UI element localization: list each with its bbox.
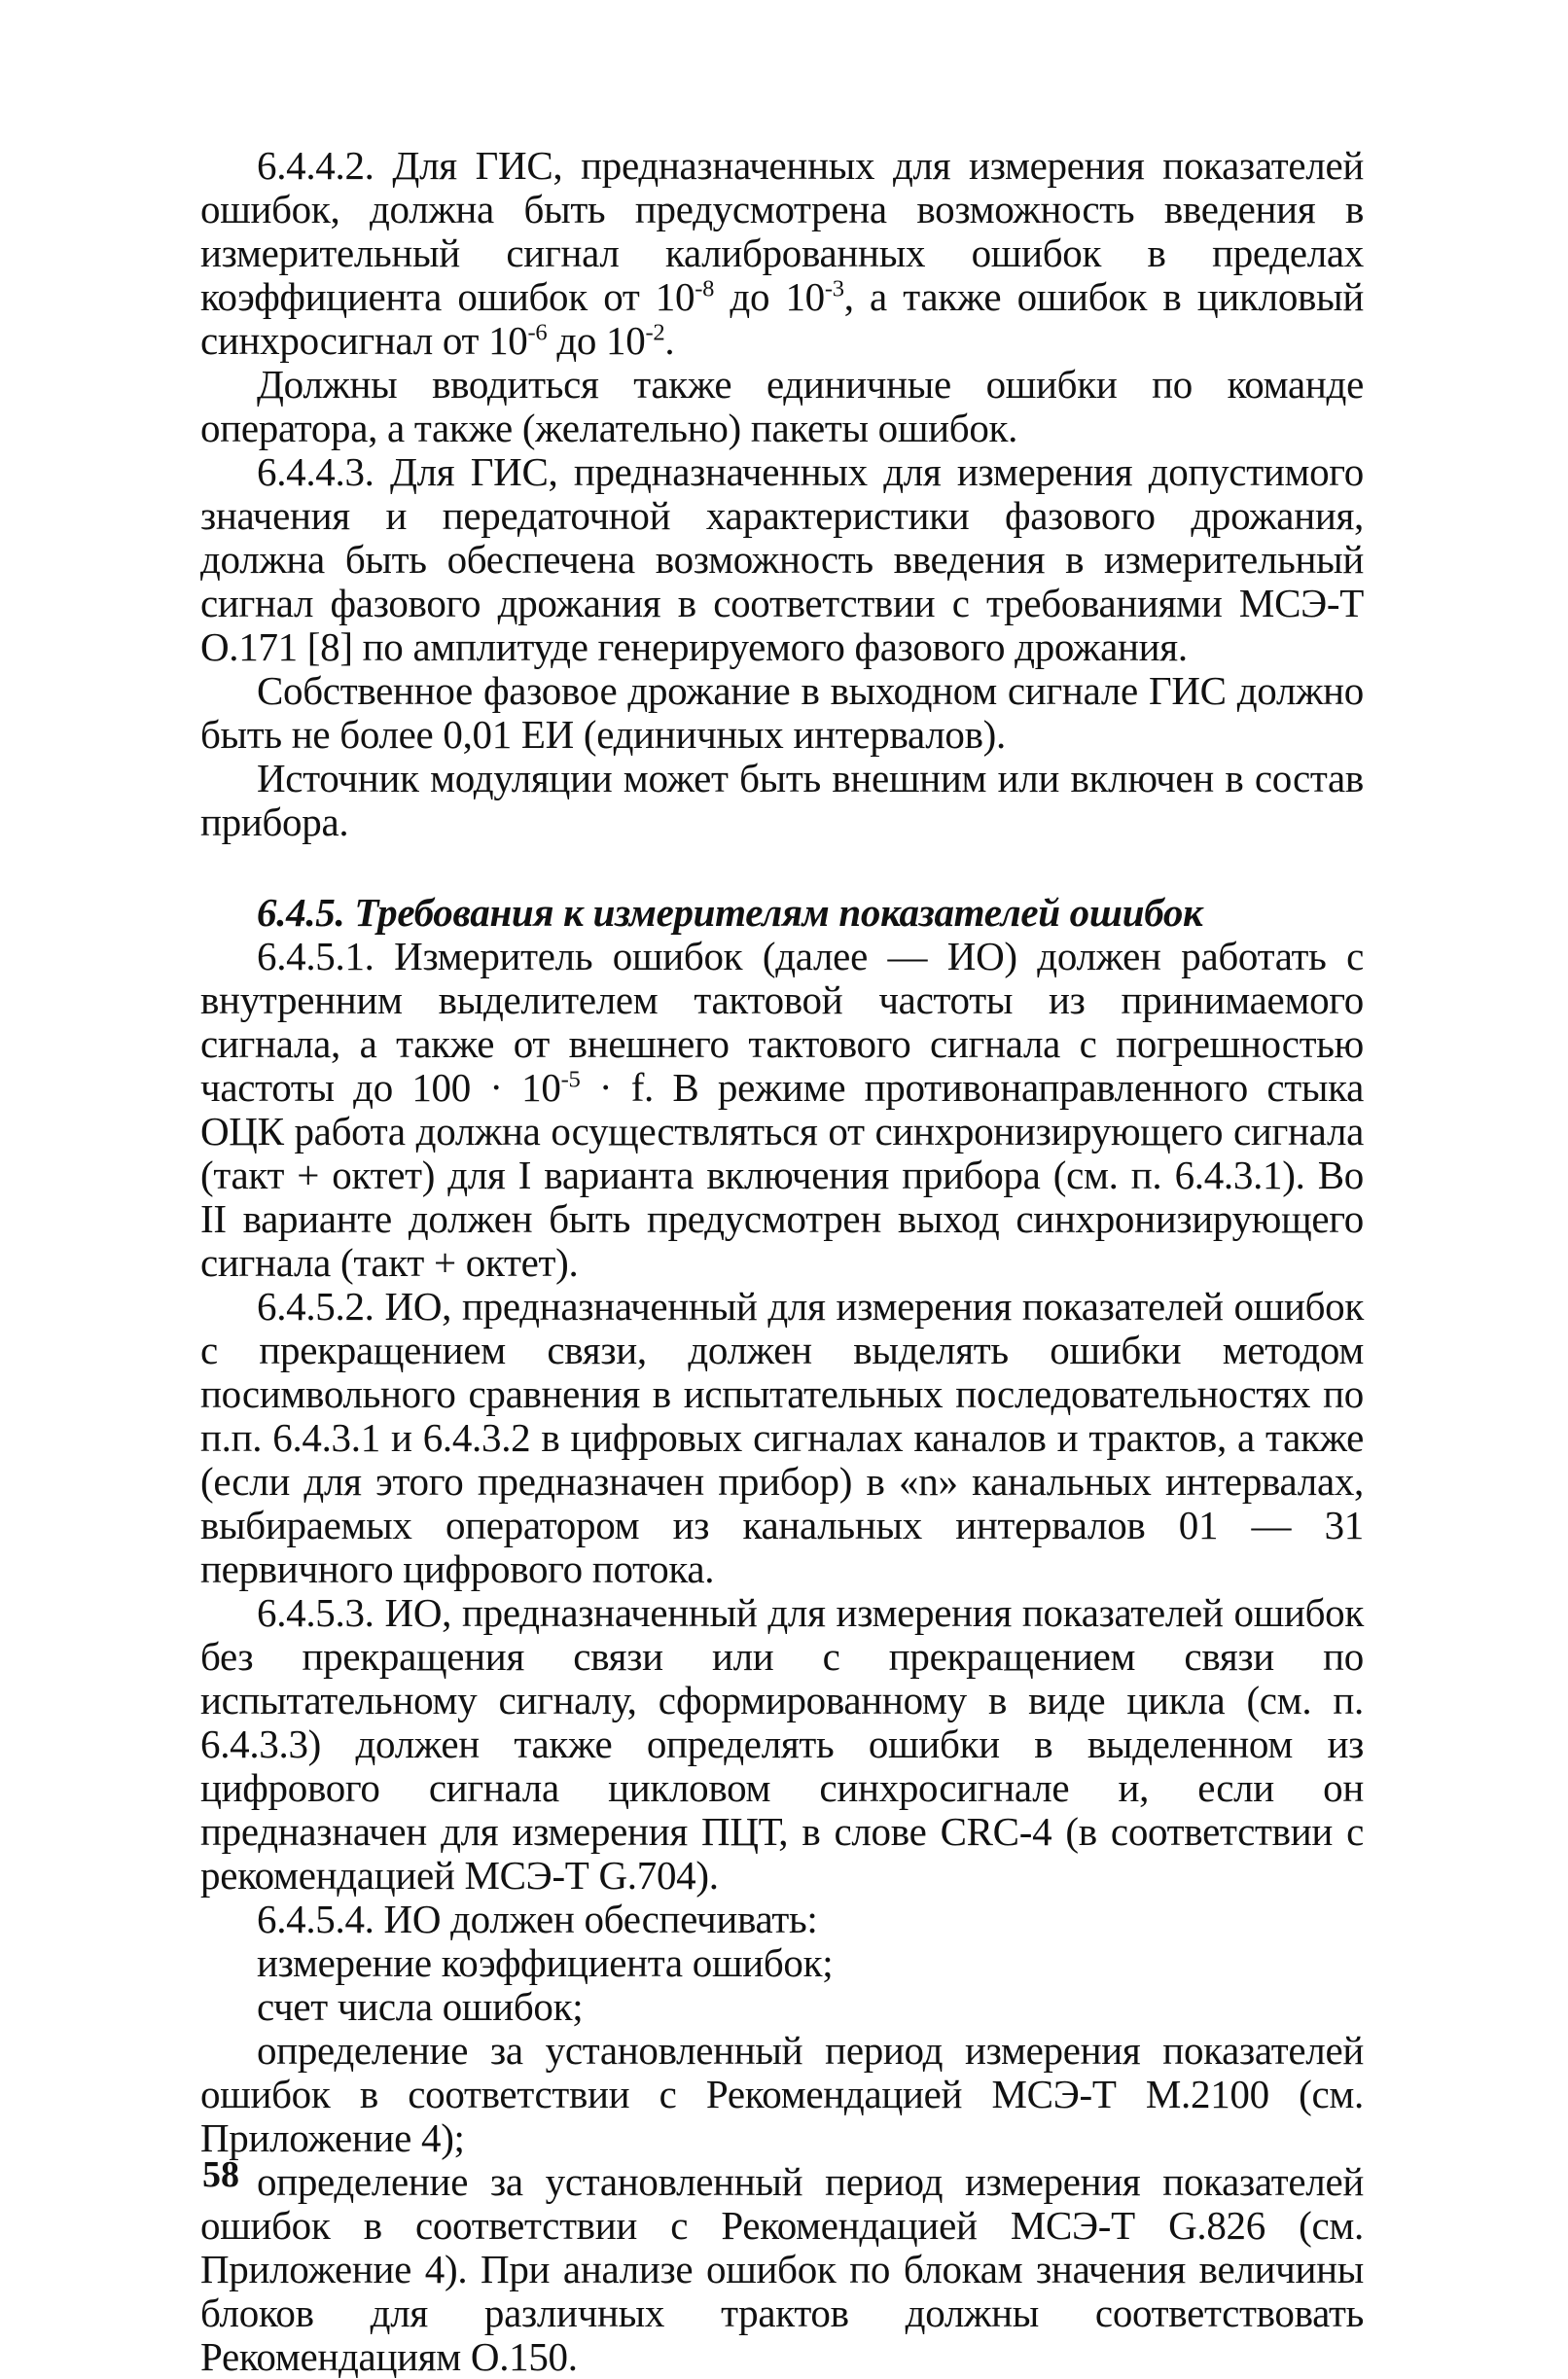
paragraph-6-4-4-2	[200, 144, 1364, 363]
page-number: 58	[202, 2154, 239, 2195]
list-item: определение за установленный период измерения показателей ошибок в соответствии с Рекомендацией МСЭ-Т М.2100 (см. Приложение 4);	[200, 2028, 1364, 2160]
paragraph-single-errors: Должны вводиться также единичные ошибки по команде оператора, а также (желательно) пакеты ошибок.	[200, 362, 1364, 450]
exponent: -5	[560, 1066, 581, 1093]
text-run: , а также ошибок в цикловый синхросигнал от 10	[200, 274, 1364, 363]
paragraph-6-4-5-2: 6.4.5.2. ИО, предназначенный для измерения показателей ошибок с прекращением связи, должен выделять ошибки методом посимвольного сравнения в испытательных последовательностях по п.п. 6.4.3.1 и 6.4.3.2 в цифровых сигналах каналов и трактов, а также (если для этого предназначен прибор) в «n» канальных интервалах, выбираемых оператором из канальных интервалов 01 — 31 первичного цифрового потока.	[200, 1284, 1364, 1591]
document-body	[200, 144, 1364, 2379]
paragraph-6-4-5-1	[200, 935, 1364, 1285]
text-run: до 10	[547, 318, 646, 363]
text-run: · f. В режиме противонаправленного стыка ОЦК работа должна осуществляться от синхронизирующего сигнала (такт + октет) для I варианта включения прибора (см. п. 6.4.3.1). Во II варианте должен быть предусмотрен выход синхронизирующего сигнала (такт + октет).	[200, 1065, 1364, 1285]
exponent: -8	[695, 275, 715, 302]
text-run: .	[664, 318, 675, 363]
paragraph-modulation-source: Источник модуляции может быть внешним или включен в состав прибора.	[200, 756, 1364, 844]
list-item: счет числа ошибок;	[257, 1984, 584, 2029]
paragraph-own-jitter: Собственное фазовое дрожание в выходном сигнале ГИС должно быть не более 0,01 ЕИ (единичных интервалов).	[200, 668, 1364, 757]
text-run: 6.4.4.2. Для ГИС, предназначенных для измерения показателей ошибок, должна быть предусмотрена возможность введения в измерительный сигнал калиброванных ошибок в пределах коэффициента ошибок от 10	[200, 143, 1364, 319]
paragraph-6-4-5-4: 6.4.5.4. ИО должен обеспечивать:	[257, 1897, 818, 1941]
paragraph-6-4-4-3: 6.4.4.3. Для ГИС, предназначенных для измерения допустимого значения и передаточной характеристики фазового дрожания, должна быть обеспечена возможность введения в измерительный сигнал фазового дрожания в соответствии с требованиями МСЭ-Т О.171 [8] по амплитуде генерируемого фазового дрожания.	[200, 449, 1364, 669]
exponent: -3	[824, 275, 844, 302]
exponent: -6	[527, 319, 548, 346]
section-heading-6-4-5: 6.4.5. Требования к измерителям показателей ошибок	[257, 890, 1203, 935]
list-item: определение за установленный период измерения показателей ошибок в соответствии с Рекомендацией МСЭ-Т G.826 (см. Приложение 4). При анализе ошибок по блокам значения величины блоков для различных трактов должны соответствовать Рекомендациям О.150.	[200, 2159, 1364, 2379]
list-item: измерение коэффициента ошибок;	[257, 1940, 834, 1985]
exponent: -2	[645, 319, 665, 346]
text-run: до 10	[714, 274, 825, 319]
text-run: 6.4.5.1. Измеритель ошибок (далее — ИО) должен работать с внутренним выделителем тактовой частоты из принимаемого сигнала, а также от внешнего тактового сигнала с погрешностью частоты до 100 · 10	[200, 934, 1364, 1110]
paragraph-6-4-5-3: 6.4.5.3. ИО, предназначенный для измерения показателей ошибок без прекращения связи или с прекращением связи по испытательному сигналу, сформированному в виде цикла (см. п. 6.4.3.3) должен также определять ошибки в выделенном из цифрового сигнала цикловом синхросигнале и, если он предназначен для измерения ПЦТ, в слове CRC-4 (в соответствии с рекомендацией МСЭ-Т G.704).	[200, 1590, 1364, 1898]
